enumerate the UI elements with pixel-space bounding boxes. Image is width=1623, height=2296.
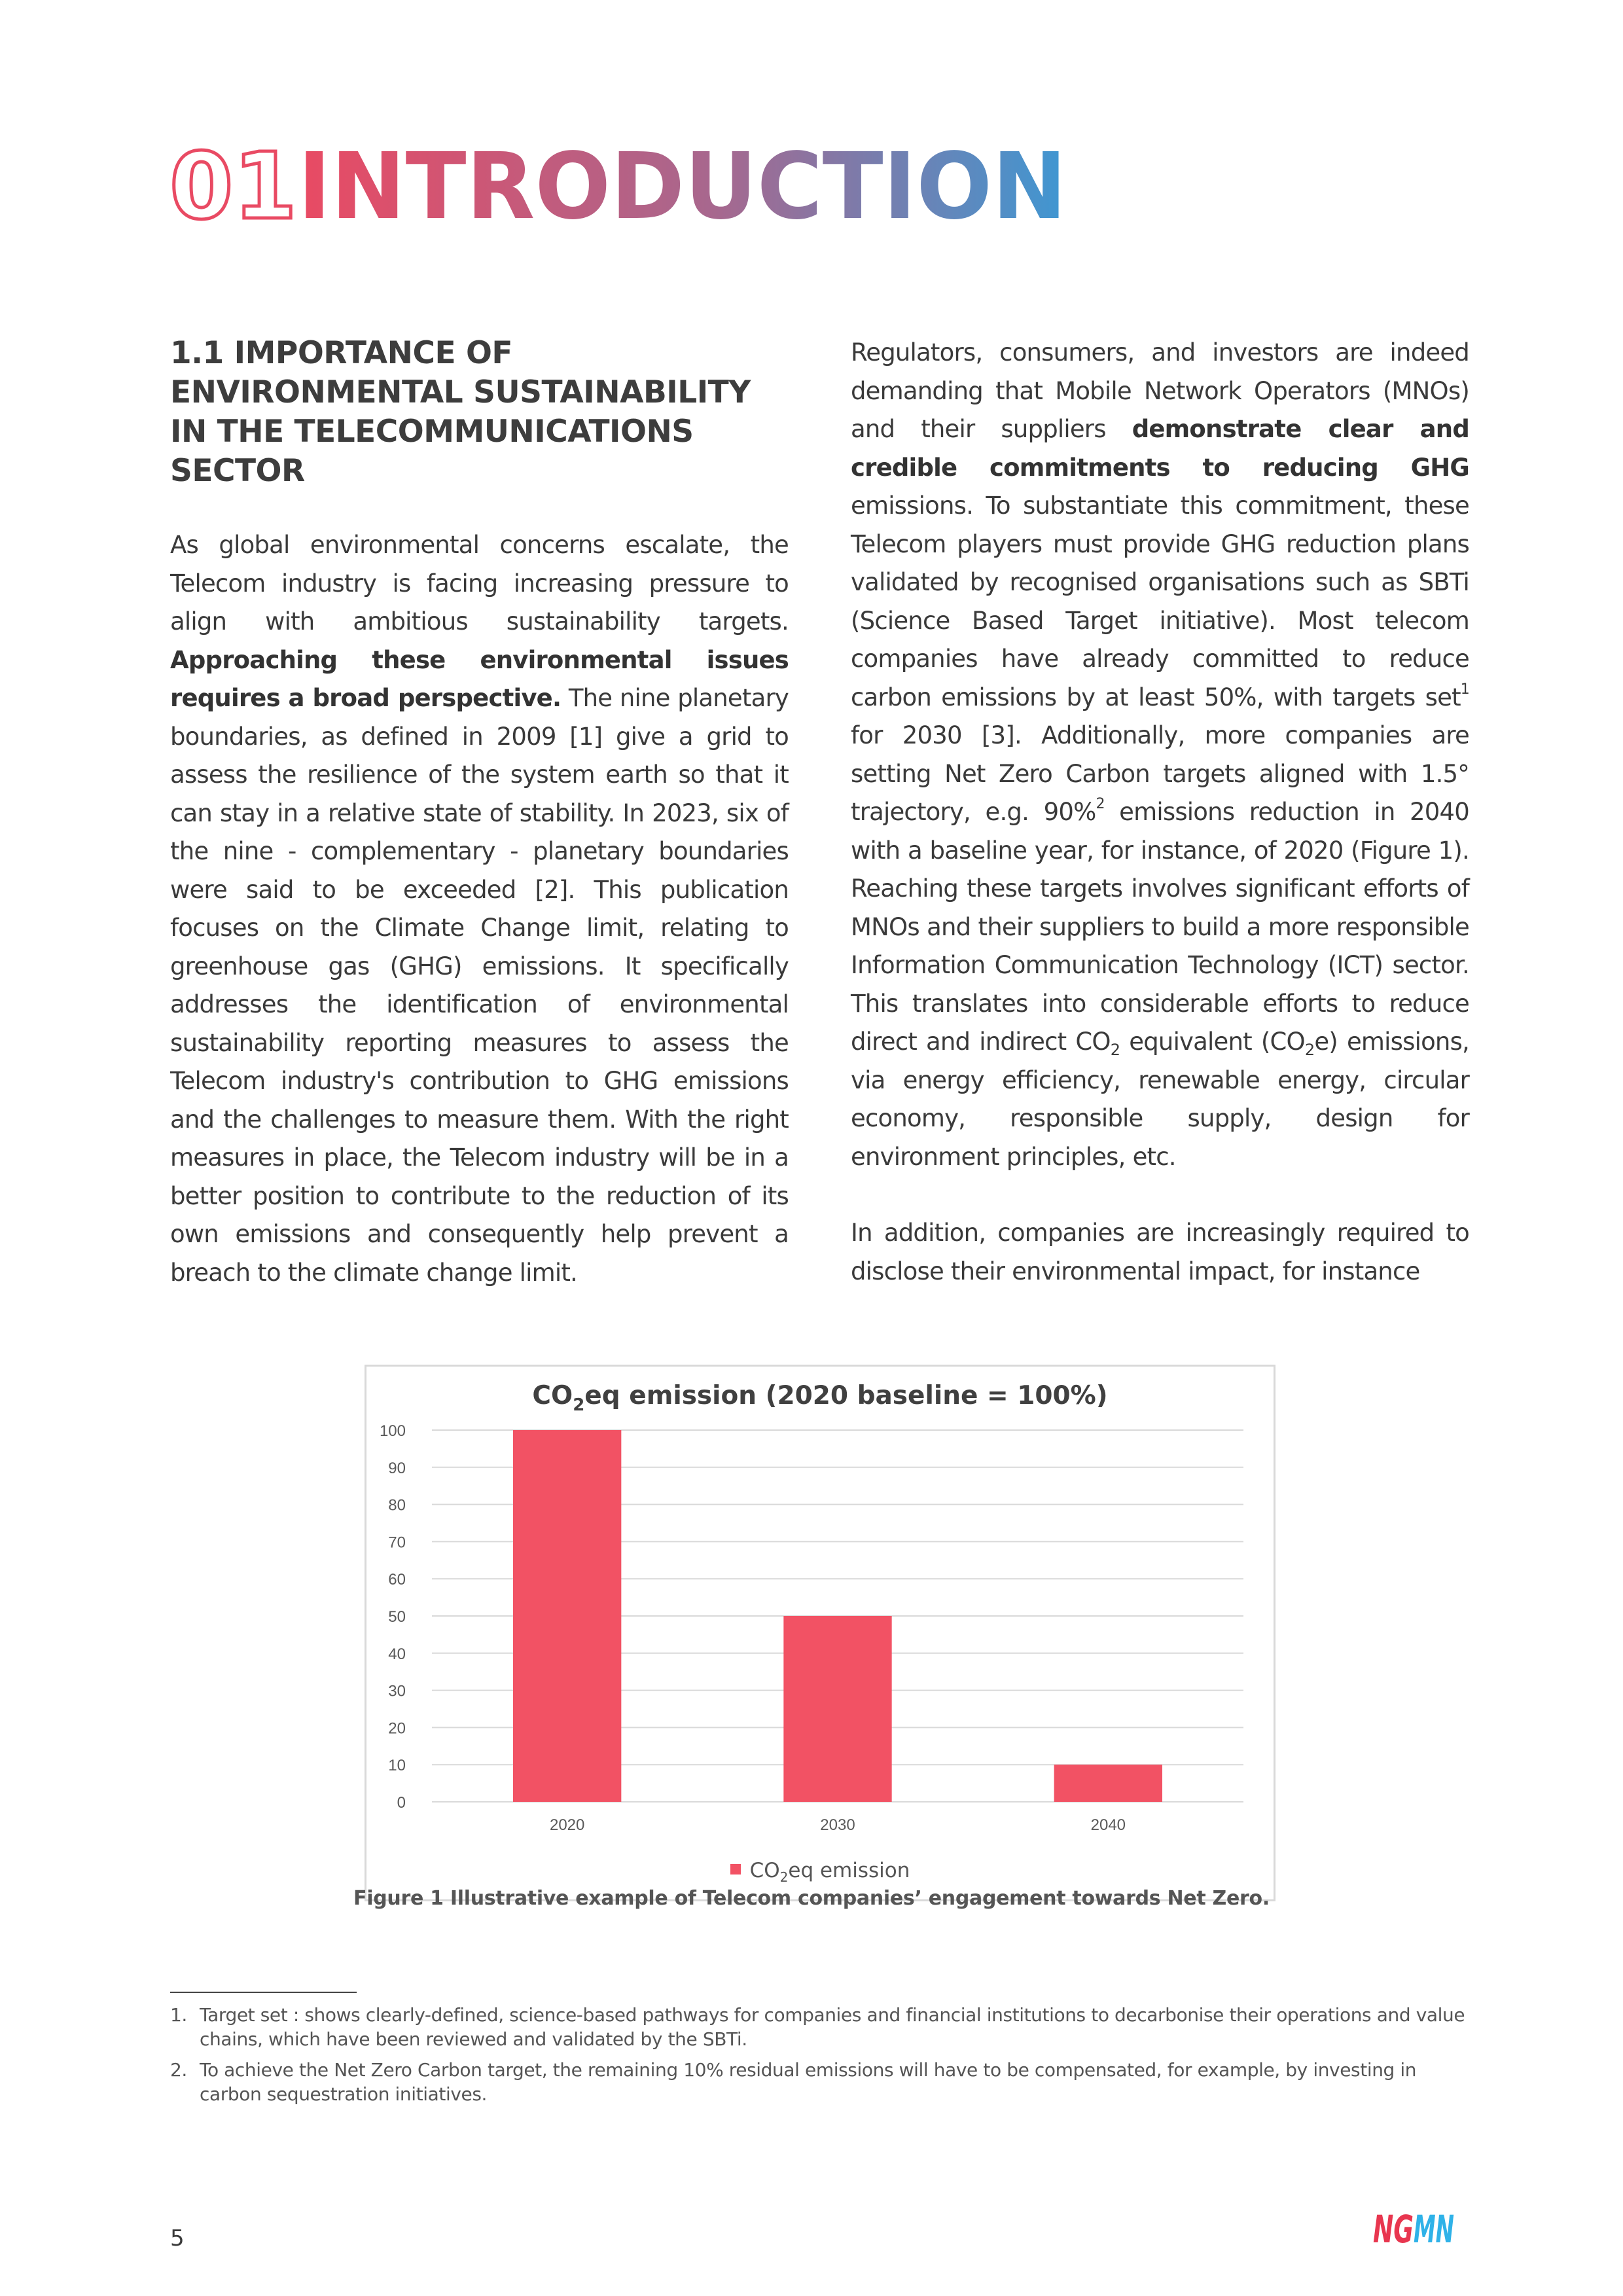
page-number: 5 [170,2225,185,2251]
y-tick-label: 70 [388,1534,406,1552]
disclosure-paragraph: In addition, companies are increasingly required to disclose their environmental impact, for instance [851,1219,1469,1285]
subscript: 2 [1110,1041,1120,1059]
y-tick-label: 30 [388,1682,406,1700]
text-run: emissions. To substantiate this commitment, these Telecom players must provide GHG reduction plans validated by recognised organisations such as SBTi (Science Based Target initiative). Most telecom companies have already committed to reduce carbon emissions by at least 50%, with targets set [851,492,1469,711]
logo-text-ng: NG [1373,2207,1414,2248]
legend-swatch [730,1864,741,1874]
chart-title-subscript: 2 [573,1395,585,1415]
x-tick-label: 2020 [549,1816,585,1834]
bold-text-run: demonstrate clear and credible commitments to reducing GHG [851,415,1470,482]
chart-frame [365,1365,1275,1901]
text-run: Regulators, consumers, and investors are indeed demanding that Mobile Network Operators (MNOs) and their suppliers [851,338,1469,443]
bold-text-run: Approaching these environmental issues requires a broad perspective. [170,645,789,712]
text-run: As global environmental concerns escalate, the Telecom industry is facing increasing pressure to align with ambitious sustainability targets. [170,531,789,636]
text-run: The nine planetary boundaries, as defined in 2009 [1] give a grid to assess the resilience of the system earth so that it can stay in a relative state of stability. In 2023, six of the nine - complementary - planetary boundaries were said to be exceeded [2]. This publication focuses on the Climate Change limit, relating to greenhouse gas (GHG) emissions. It specifically addresses the identification of environmental sustainability reporting measures to assess the Telecom industry's contribution to GHG emissions and the challenges to measure them. With the right measures in place, the Telecom industry will be in a better position to contribute to the reduction of its own emissions and consequently help prevent a breach to the climate change limit. [170,684,789,1287]
footnote-number: 1. [170,2004,187,2026]
bar-2040 [1054,1765,1162,1802]
y-tick-label: 100 [379,1422,406,1440]
y-tick-label: 40 [388,1645,406,1663]
x-tick-label: 2040 [1090,1816,1126,1834]
figure-caption: Figure 1 Illustrative example of Telecom companies’ engagement towards Net Zero. [353,1887,1270,1910]
chart-legend [366,1859,1274,1885]
left-column [170,334,789,1292]
y-tick-label: 50 [388,1608,406,1626]
chapter-heading [167,121,1083,236]
regulators-paragraph [851,334,1469,1176]
subscript: 2 [1304,1041,1315,1059]
y-tick-label: 20 [388,1719,406,1738]
text-run: e) emissions, via energy efficiency, renewable energy, circular economy, responsible supply, design for environment principles, etc. [851,1028,1470,1171]
x-tick-label: 2030 [820,1816,855,1834]
footnote-number: 2. [170,2059,187,2081]
footnote-text: To achieve the Net Zero Carbon target, the remaining 10% residual emissions will have to be compensated, for example, by investing in carbon sequestration initiatives. [200,2059,1417,2105]
chart-title-text: CO [532,1381,573,1410]
y-tick-label: 80 [388,1496,406,1515]
footnotes [170,2003,1469,2113]
ngmn-logo[interactable] [1373,2206,1455,2248]
footnote-ref-1[interactable]: 1 [1460,681,1469,698]
legend-label: CO [749,1859,780,1882]
footnote-1 [170,2003,1469,2051]
legend-label-subscript: 2 [779,1869,789,1885]
y-tick-label: 0 [397,1794,406,1812]
chart-title-text: eq emission (2020 baseline = 100%) [584,1381,1108,1410]
chapter-number: 01 [169,134,297,236]
intro-paragraph [170,526,789,1292]
bar-2030 [783,1616,891,1802]
y-tick-label: 90 [388,1459,406,1477]
text-run: emissions reduction in 2040 with a baseline year, for instance, of 2020 (Figure 1). Reaching these targets involves significant efforts of MNOs and their suppliers to build a more responsible Information Communication Technology (ICT) sector. This translates into considerable efforts to reduce direct and indirect CO [851,798,1469,1056]
footnote-ref-2[interactable]: 2 [1096,796,1105,812]
text-run: equivalent (CO [1120,1028,1305,1056]
bar-2020 [513,1430,621,1802]
legend-label: eq emission [788,1859,910,1882]
footnote-2 [170,2058,1469,2106]
footnote-text: Target set : shows clearly-defined, science-based pathways for companies and financial institutions to decarbonise their operations and value chains, which have been reviewed and validated by the SBTi. [200,2004,1465,2050]
logo-text-mn: MN [1414,2207,1454,2248]
y-tick-label: 10 [388,1757,406,1775]
text-run: for 2030 [3]. Additionally, more companies are setting Net Zero Carbon targets aligned with 1.5° trajectory, e.g. 90% [851,721,1469,826]
bar-chart [366,1367,1274,1899]
chapter-title: INTRODUCTION [298,134,1067,236]
section-title: 1.1 IMPORTANCE OF ENVIRONMENTAL SUSTAINABILITY IN THE TELECOMMUNICATIONS SECTOR [170,335,751,489]
footnote-divider [170,1992,357,1993]
right-column [851,334,1469,1291]
y-tick-label: 60 [388,1571,406,1589]
